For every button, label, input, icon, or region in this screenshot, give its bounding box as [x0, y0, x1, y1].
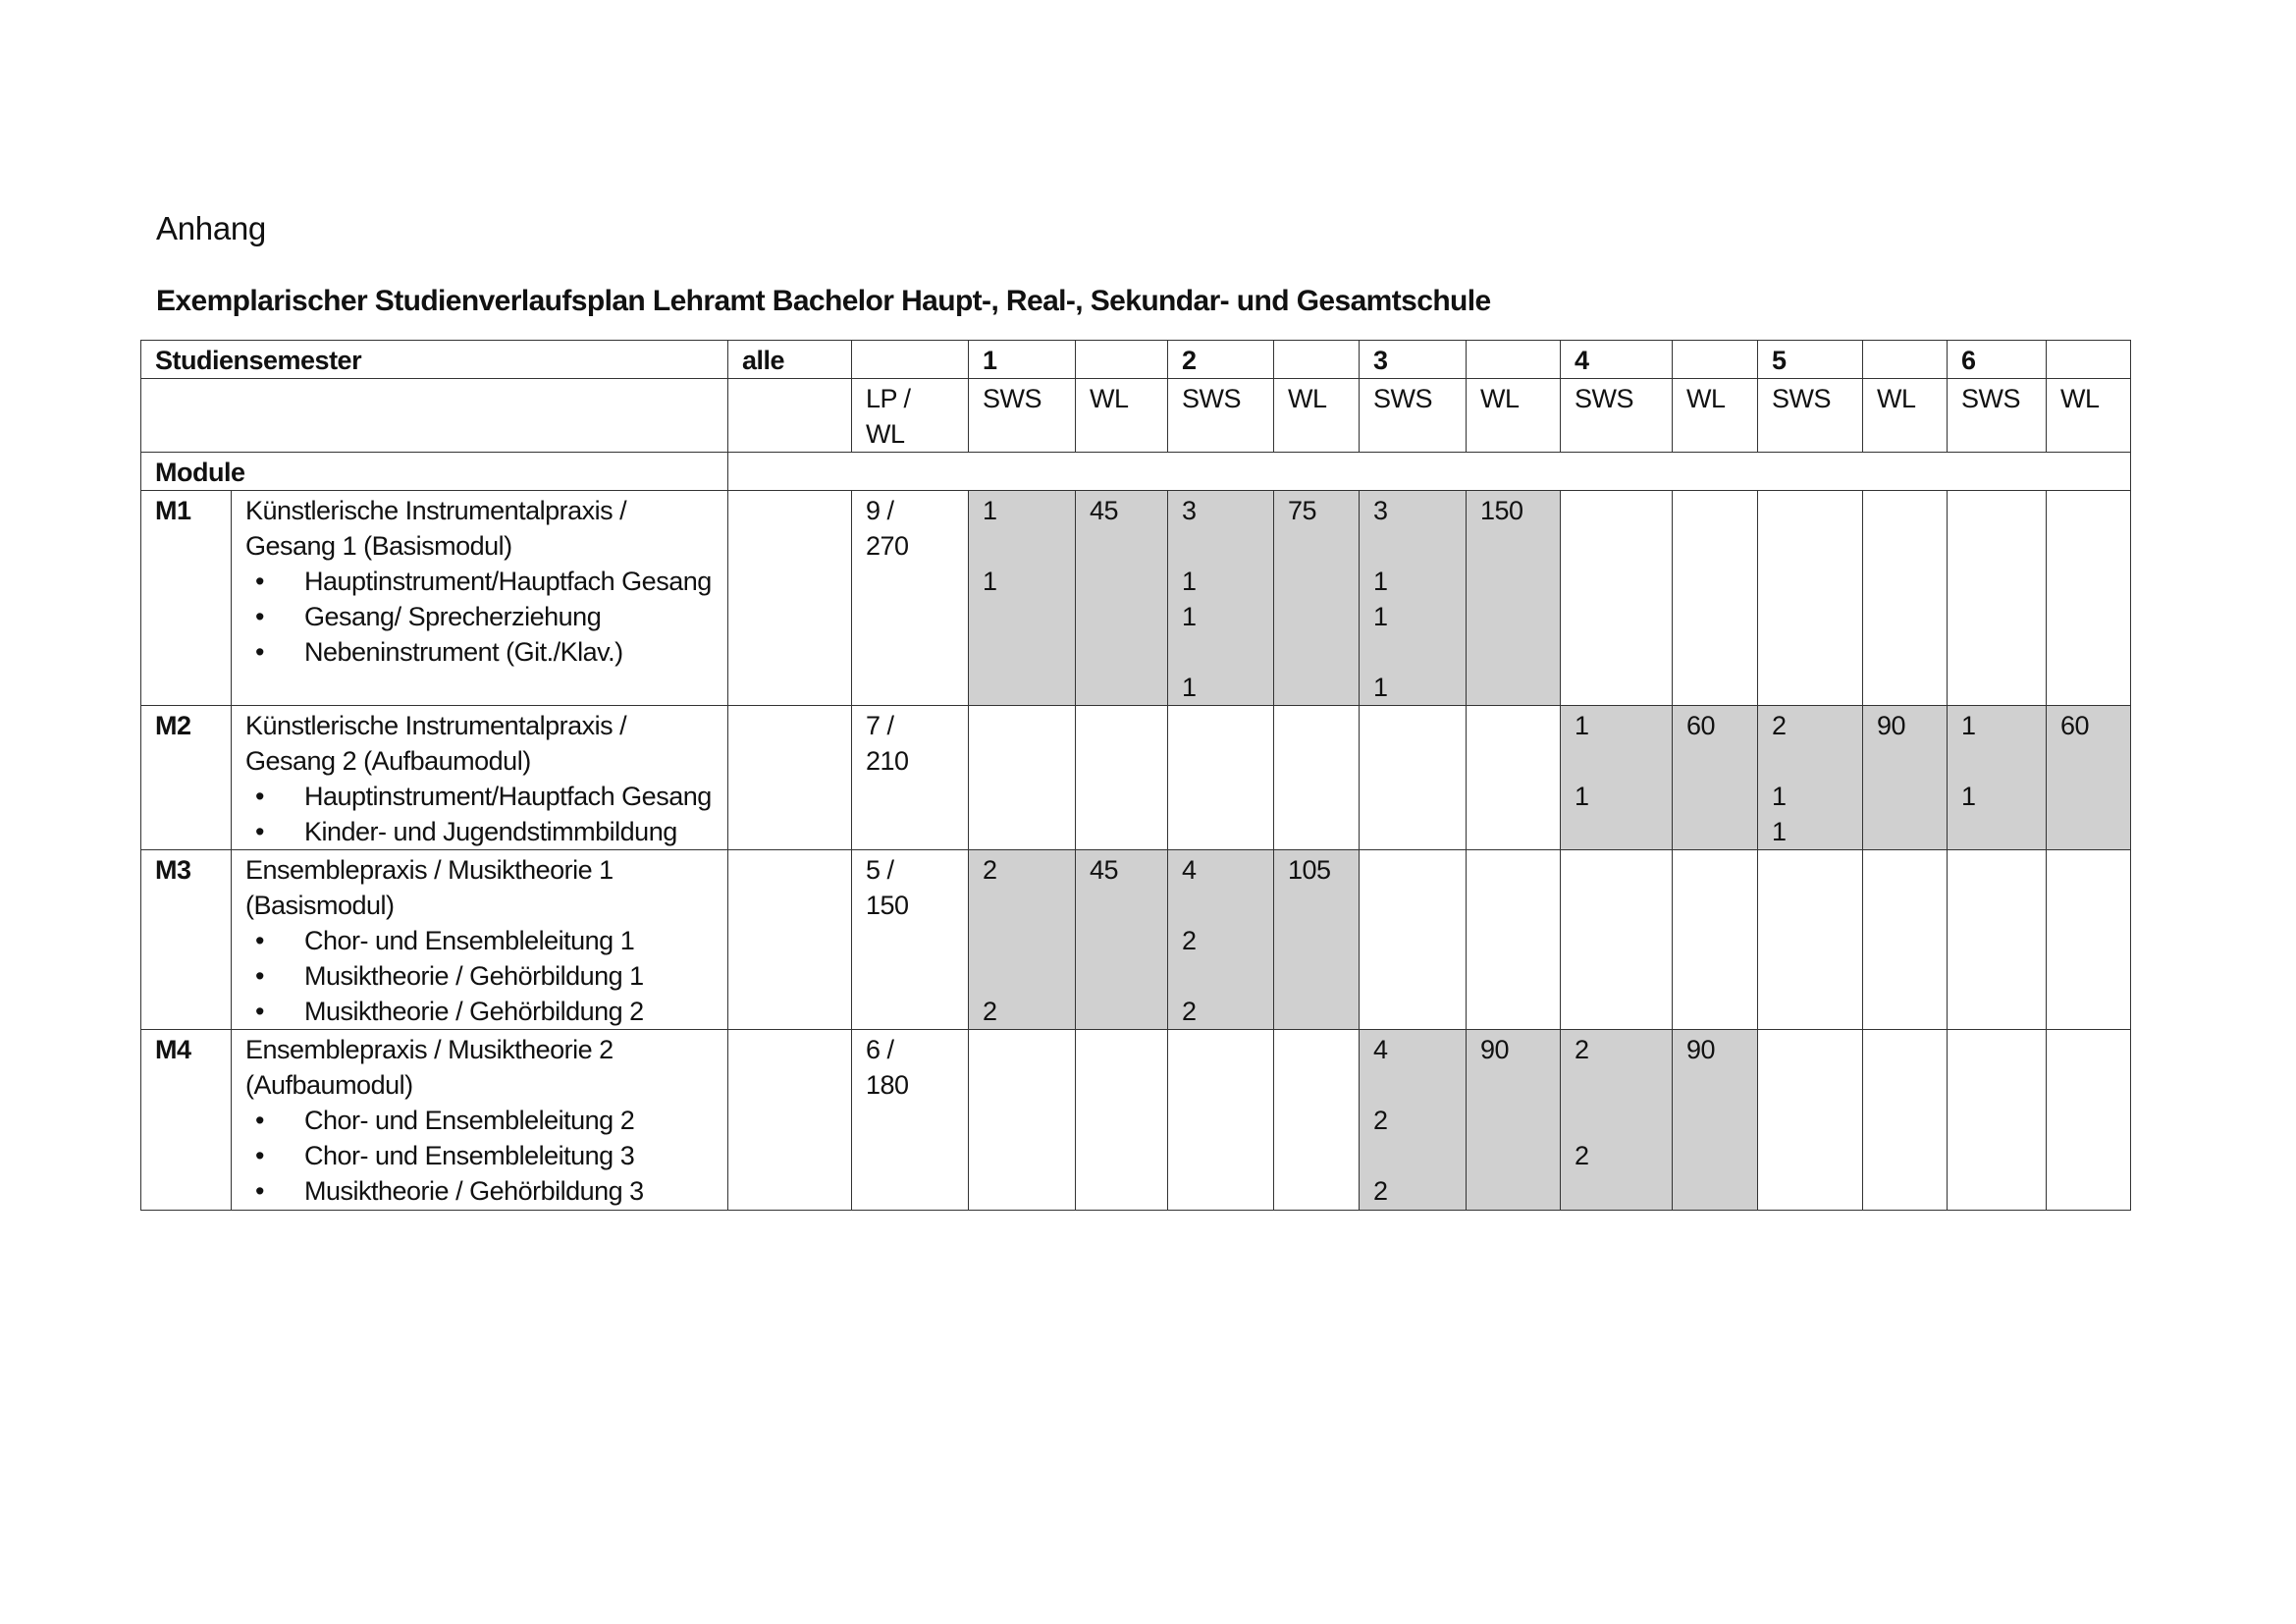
wl-cell-sem-2: [1274, 706, 1360, 850]
sws-value: [1182, 528, 1273, 564]
header-empty: [852, 341, 969, 379]
header-sws: SWS: [1758, 379, 1863, 453]
module-title-line: Gesang 2 (Aufbaumodul): [245, 746, 531, 776]
sws-value: 1: [983, 496, 997, 525]
sws-value: 2: [1772, 711, 1787, 740]
module-item: • Chor- und Ensembleleitung 2: [245, 1103, 727, 1138]
wl-cell-sem-6: [2047, 1030, 2131, 1211]
module-item: • Chor- und Ensembleleitung 3: [245, 1138, 727, 1173]
module-all-cell: [728, 706, 852, 850]
header-semester-1: 1: [969, 341, 1076, 379]
module-all-cell: [728, 491, 852, 706]
page-heading: Anhang: [156, 210, 266, 246]
sws-value: [1961, 743, 2046, 779]
wl-cell-sem-2: 105: [1274, 850, 1360, 1030]
sws-value: [1575, 1067, 1672, 1103]
sws-value: [1575, 1173, 1672, 1209]
module-item: • Hauptinstrument/Hauptfach Gesang: [245, 564, 727, 599]
wl-cell-sem-4: [1673, 850, 1758, 1030]
sws-value: 1: [1961, 711, 1976, 740]
sws-value: [983, 888, 1075, 923]
module-item-list: [245, 564, 727, 670]
sws-cell-sem-1: [969, 1030, 1076, 1211]
sws-value: 1: [1182, 567, 1197, 596]
module-item-list: [245, 779, 727, 849]
module-row-m1: [141, 491, 2131, 706]
header-empty: [1673, 341, 1758, 379]
module-lp-wl-line: 9 /: [866, 496, 894, 525]
sws-value: [1772, 743, 1862, 779]
sws-value: 2: [1575, 1035, 1589, 1064]
header-empty: [1467, 341, 1561, 379]
sws-cell-sem-6: [1948, 850, 2047, 1030]
module-item: • Nebeninstrument (Git./Klav.): [245, 634, 727, 670]
sws-cell-sem-5: [1758, 850, 1863, 1030]
module-title-line: Ensemblepraxis / Musiktheorie 2: [245, 1035, 614, 1064]
study-plan-table: [140, 340, 2131, 1211]
sws-value: 4: [1182, 855, 1197, 885]
wl-cell-sem-4: [1673, 491, 1758, 706]
sws-cell-sem-3: [1360, 1030, 1467, 1211]
wl-cell-sem-6: 60: [2047, 706, 2131, 850]
module-all-cell: [728, 1030, 852, 1211]
wl-cell-sem-6: [2047, 850, 2131, 1030]
sws-value: [1961, 814, 2046, 849]
sws-cell-sem-2: [1168, 1030, 1274, 1211]
module-lp-wl-line: 7 /: [866, 711, 894, 740]
sws-value: [983, 958, 1075, 994]
sws-cell-sem-6: [1948, 1030, 2047, 1211]
sws-value: [983, 670, 1075, 705]
sws-value: [1373, 634, 1466, 670]
sws-cell-sem-5: [1758, 1030, 1863, 1211]
module-item-list: [245, 923, 727, 1029]
module-lp-wl: [852, 491, 969, 706]
module-row-m3: [141, 850, 2131, 1030]
header-lp-wl: [852, 379, 969, 453]
module-title-line: (Aufbaumodul): [245, 1070, 413, 1100]
header-empty: [141, 379, 728, 453]
sws-value: 2: [1182, 997, 1197, 1026]
header-row-semesters: [141, 341, 2131, 379]
sws-value: [1575, 814, 1672, 849]
header-semester-4: 4: [1561, 341, 1673, 379]
sws-value: [983, 599, 1075, 634]
header-semester-3: 3: [1360, 341, 1467, 379]
module-lp-wl-line: 150: [866, 891, 909, 920]
sws-value: 1: [1373, 567, 1388, 596]
module-lp-wl: [852, 1030, 969, 1211]
wl-cell-sem-1: 45: [1076, 850, 1168, 1030]
module-lp-wl: [852, 850, 969, 1030]
header-sws: SWS: [1948, 379, 2047, 453]
header-lp-wl-line: LP /: [866, 384, 911, 413]
sws-value: 2: [1182, 926, 1197, 955]
modules-label-row: [141, 453, 2131, 491]
module-lp-wl: [852, 706, 969, 850]
sws-value: 1: [1182, 602, 1197, 631]
module-lp-wl-line: 270: [866, 531, 909, 561]
header-sws: SWS: [1360, 379, 1467, 453]
module-lp-wl-line: 6 /: [866, 1035, 894, 1064]
sws-cell-sem-4: [1561, 1030, 1673, 1211]
module-id: M1: [141, 491, 232, 706]
module-item: • Chor- und Ensembleleitung 1: [245, 923, 727, 958]
modules-label: Module: [141, 453, 728, 491]
header-empty: [2047, 341, 2131, 379]
module-lp-wl-line: 210: [866, 746, 909, 776]
module-item-list: [245, 1103, 727, 1209]
header-label-studiensemester: Studiensemester: [141, 341, 728, 379]
wl-cell-sem-5: 90: [1863, 706, 1948, 850]
sws-value: 2: [1373, 1106, 1388, 1135]
sws-value: 2: [983, 855, 997, 885]
wl-cell-sem-5: [1863, 850, 1948, 1030]
sws-value: 1: [1772, 782, 1787, 811]
sws-value: 2: [1373, 1176, 1388, 1206]
wl-cell-sem-1: 45: [1076, 491, 1168, 706]
sws-value: [1373, 1138, 1466, 1173]
module-id: M2: [141, 706, 232, 850]
sws-cell-sem-4: [1561, 706, 1673, 850]
wl-cell-sem-2: 75: [1274, 491, 1360, 706]
header-sws: SWS: [1168, 379, 1274, 453]
sws-value: [1373, 1067, 1466, 1103]
module-item: • Gesang/ Sprecherziehung: [245, 599, 727, 634]
module-item: • Kinder- und Jugendstimmbildung: [245, 814, 727, 849]
sws-value: 1: [1961, 782, 1976, 811]
module-lp-wl-line: 5 /: [866, 855, 894, 885]
header-empty: [1863, 341, 1948, 379]
sws-value: 1: [1772, 817, 1787, 846]
header-wl: WL: [1076, 379, 1168, 453]
wl-cell-sem-5: [1863, 1030, 1948, 1211]
sws-cell-sem-6: [1948, 706, 2047, 850]
header-wl: WL: [1863, 379, 1948, 453]
sws-value: 1: [1182, 673, 1197, 702]
sws-value: 1: [1575, 711, 1589, 740]
document-title: Exemplarischer Studienverlaufsplan Lehramt Bachelor Haupt-, Real-, Sekundar- und Gesamtschule: [156, 285, 1491, 317]
module-description: [232, 1030, 728, 1211]
header-sws: SWS: [1561, 379, 1673, 453]
sws-cell-sem-6: [1948, 491, 2047, 706]
sws-value: [1182, 958, 1273, 994]
wl-cell-sem-5: [1863, 491, 1948, 706]
header-sws: SWS: [969, 379, 1076, 453]
wl-cell-sem-3: [1467, 706, 1561, 850]
sws-value: [983, 923, 1075, 958]
header-wl: WL: [1673, 379, 1758, 453]
header-all: alle: [728, 341, 852, 379]
module-id: M4: [141, 1030, 232, 1211]
wl-cell-sem-2: [1274, 1030, 1360, 1211]
sws-cell-sem-4: [1561, 491, 1673, 706]
sws-cell-sem-5: [1758, 706, 1863, 850]
header-empty: [1274, 341, 1360, 379]
sws-cell-sem-1: [969, 850, 1076, 1030]
sws-value: 4: [1373, 1035, 1388, 1064]
sws-value: 1: [1575, 782, 1589, 811]
module-item: • Musiktheorie / Gehörbildung 2: [245, 994, 727, 1029]
module-title-line: Künstlerische Instrumentalpraxis /: [245, 496, 627, 525]
sws-cell-sem-2: [1168, 491, 1274, 706]
module-all-cell: [728, 850, 852, 1030]
sws-value: 2: [983, 997, 997, 1026]
sws-cell-sem-2: [1168, 850, 1274, 1030]
sws-value: [983, 528, 1075, 564]
sws-value: [983, 634, 1075, 670]
module-id: M3: [141, 850, 232, 1030]
sws-value: [1373, 528, 1466, 564]
sws-cell-sem-3: [1360, 850, 1467, 1030]
sws-value: [1182, 888, 1273, 923]
header-row-units: [141, 379, 2131, 453]
header-wl: WL: [1274, 379, 1360, 453]
wl-cell-sem-4: 90: [1673, 1030, 1758, 1211]
module-title-line: Gesang 1 (Basismodul): [245, 531, 512, 561]
sws-value: [1575, 743, 1672, 779]
module-row-m2: [141, 706, 2131, 850]
sws-value: 1: [983, 567, 997, 596]
module-description: [232, 491, 728, 706]
header-wl: WL: [1467, 379, 1561, 453]
sws-cell-sem-4: [1561, 850, 1673, 1030]
module-title-line: Ensemblepraxis / Musiktheorie 1: [245, 855, 614, 885]
wl-cell-sem-3: 150: [1467, 491, 1561, 706]
wl-cell-sem-3: [1467, 850, 1561, 1030]
header-semester-6: 6: [1948, 341, 2047, 379]
header-empty: [1076, 341, 1168, 379]
header-semester-5: 5: [1758, 341, 1863, 379]
sws-cell-sem-1: [969, 491, 1076, 706]
sws-value: 3: [1182, 496, 1197, 525]
header-lp-wl-line: WL: [866, 419, 905, 449]
header-empty: [728, 379, 852, 453]
header-wl: WL: [2047, 379, 2131, 453]
module-title-line: (Basismodul): [245, 891, 395, 920]
sws-value: 3: [1373, 496, 1388, 525]
module-title-line: Künstlerische Instrumentalpraxis /: [245, 711, 627, 740]
header-semester-2: 2: [1168, 341, 1274, 379]
sws-value: 2: [1575, 1141, 1589, 1170]
sws-cell-sem-3: [1360, 491, 1467, 706]
sws-cell-sem-5: [1758, 491, 1863, 706]
sws-value: 1: [1373, 602, 1388, 631]
modules-label-spacer: [728, 453, 2131, 491]
module-row-m4: [141, 1030, 2131, 1211]
sws-value: [1182, 634, 1273, 670]
module-item: • Hauptinstrument/Hauptfach Gesang: [245, 779, 727, 814]
wl-cell-sem-4: 60: [1673, 706, 1758, 850]
wl-cell-sem-3: 90: [1467, 1030, 1561, 1211]
sws-value: 1: [1373, 673, 1388, 702]
wl-cell-sem-6: [2047, 491, 2131, 706]
module-lp-wl-line: 180: [866, 1070, 909, 1100]
module-description: [232, 706, 728, 850]
sws-cell-sem-2: [1168, 706, 1274, 850]
sws-cell-sem-1: [969, 706, 1076, 850]
module-item: • Musiktheorie / Gehörbildung 3: [245, 1173, 727, 1209]
sws-value: [1575, 1103, 1672, 1138]
module-description: [232, 850, 728, 1030]
wl-cell-sem-1: [1076, 1030, 1168, 1211]
wl-cell-sem-1: [1076, 706, 1168, 850]
module-item: • Musiktheorie / Gehörbildung 1: [245, 958, 727, 994]
sws-cell-sem-3: [1360, 706, 1467, 850]
